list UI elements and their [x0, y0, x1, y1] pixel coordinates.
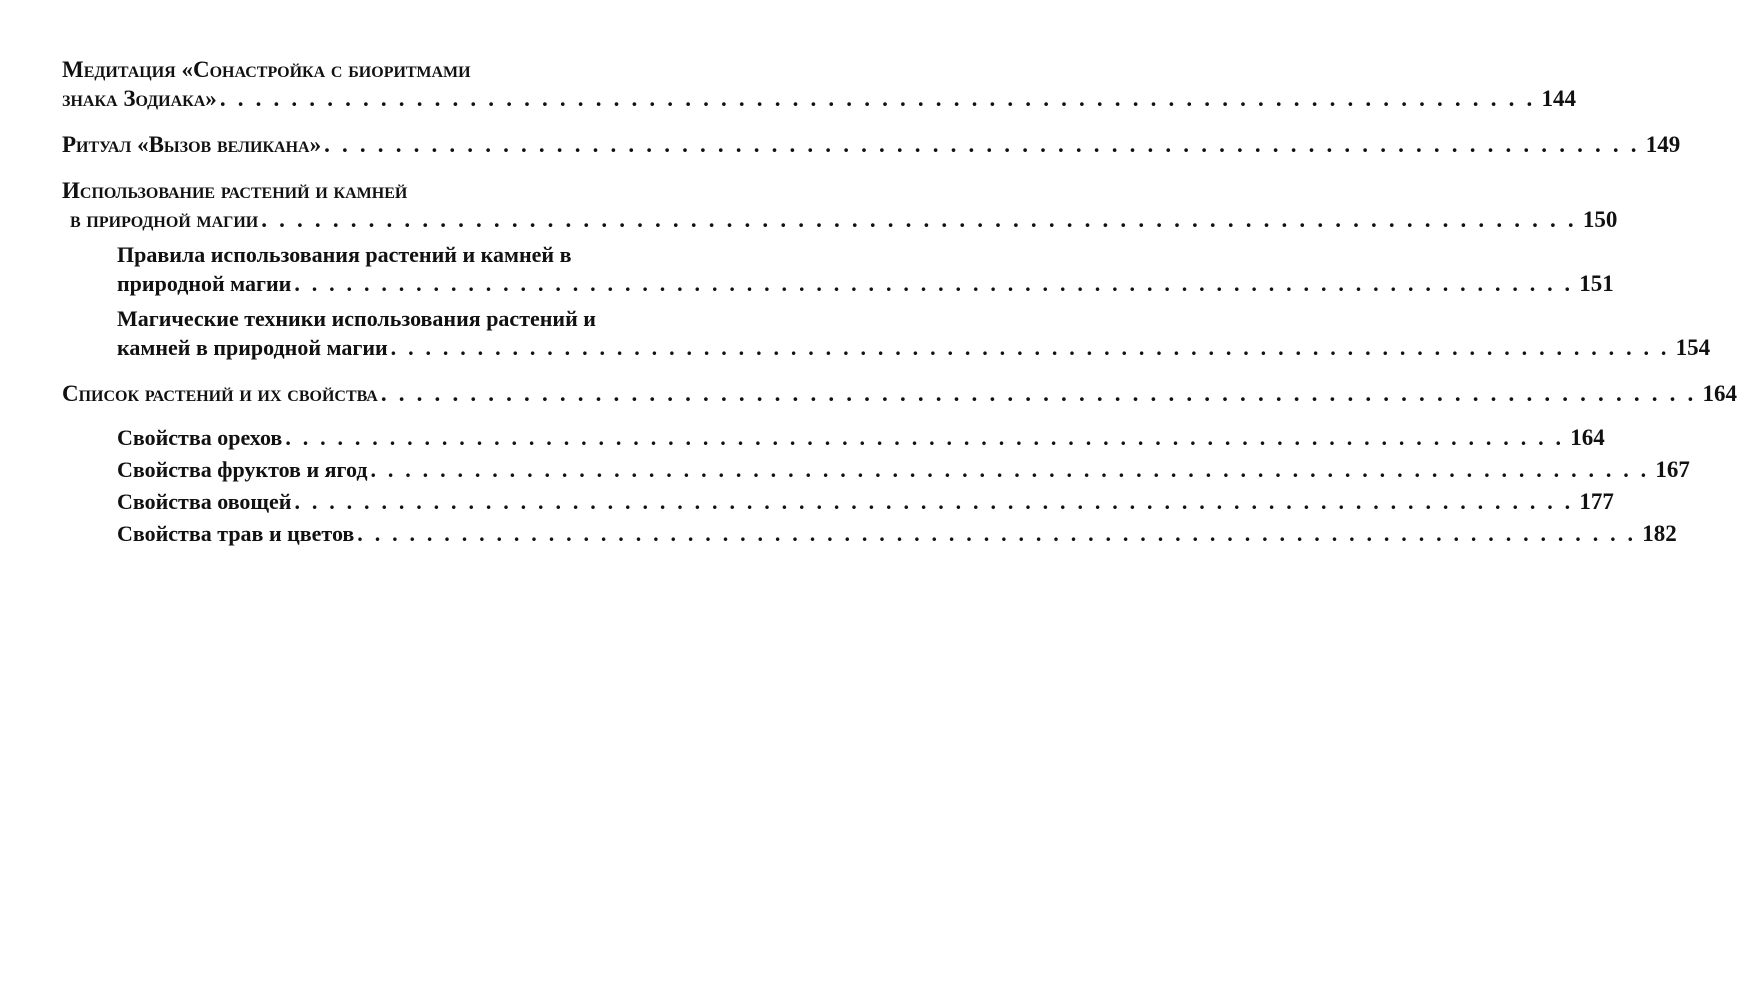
- toc-entry-title-line: Список растений и их свойства: [62, 381, 378, 406]
- toc-entry-vegetables: [117, 487, 1614, 516]
- leader-dots: . . . . . . . . . . . . . . . . . . . . . . . . . . . . . . . . . . . . . . . . . . . . . . . . . . . . . . . . . . . . . . . . . . . . . . . . . .: [357, 521, 1637, 546]
- toc-entry-title-line: в природной магии: [70, 207, 259, 232]
- leader-dots: . . . . . . . . . . . . . . . . . . . . . . . . . . . . . . . . . . . . . . . . . . . . . . . . . . . . . . . . . . . . . . . . . . . . . . . . . .: [285, 425, 1565, 450]
- toc-entry-fruits: [117, 455, 1690, 484]
- toc-entry-title-line: природной магии: [117, 271, 292, 296]
- toc-entry-title-line: Свойства фруктов и ягод: [117, 457, 368, 482]
- leader-dots: . . . . . . . . . . . . . . . . . . . . . . . . . . . . . . . . . . . . . . . . . . . . . . . . . . . . . . . . . . . . . . . . . . . . . . . . . .: [294, 271, 1574, 296]
- toc-entry-title-line: Свойства трав и цветов: [117, 521, 355, 546]
- toc-entry-title-line: Медитация «Сонастройка с биоритмами: [62, 57, 471, 82]
- page-number: 150: [1582, 207, 1618, 232]
- page-number: 154: [1675, 335, 1711, 360]
- toc-entry-plant-list: [62, 379, 1737, 408]
- leader-dots: . . . . . . . . . . . . . . . . . . . . . . . . . . . . . . . . . . . . . . . . . . . . . . . . . . . . . . . . . . . . . . . . . . . . . . . . . .: [261, 207, 1577, 232]
- page-number: 167: [1655, 457, 1690, 482]
- toc-entry-title-line: Свойства орехов: [117, 425, 283, 450]
- page-number: 177: [1579, 489, 1614, 514]
- toc-entry-techniques: [117, 304, 1711, 362]
- leader-dots: . . . . . . . . . . . . . . . . . . . . . . . . . . . . . . . . . . . . . . . . . . . . . . . . . . . . . . . . . . . . . . . . . . . . . . . . . .: [380, 381, 1697, 406]
- toc-entry-title-line: Ритуал «Вызов великана»: [62, 132, 322, 157]
- toc-entry-herbs-flowers: [117, 519, 1677, 548]
- page-number: 151: [1579, 271, 1614, 296]
- toc-entry-title-line: Свойства овощей: [117, 489, 292, 514]
- toc-entry-title-line: камней в природной магии: [117, 335, 388, 360]
- toc-entry-meditation: [62, 55, 1576, 113]
- toc-entry-ritual: [62, 130, 1681, 159]
- leader-dots: . . . . . . . . . . . . . . . . . . . . . . . . . . . . . . . . . . . . . . . . . . . . . . . . . . . . . . . . . . . . . . . . . . . . . . . . . .: [219, 86, 1536, 111]
- toc-entry-plants-stones: [62, 176, 1618, 234]
- page-number: 149: [1645, 132, 1681, 157]
- toc-entry-title-line: знака Зодиака»: [62, 86, 217, 111]
- page-number: 182: [1642, 521, 1677, 546]
- toc-entry-rules: [117, 240, 1614, 298]
- page-number: 144: [1541, 86, 1576, 111]
- toc-entry-nuts: [117, 423, 1605, 452]
- toc-entry-title-line: Использование растений и камней: [62, 178, 408, 203]
- toc-entry-title-line: Магические техники использования растений и: [117, 306, 596, 331]
- leader-dots: . . . . . . . . . . . . . . . . . . . . . . . . . . . . . . . . . . . . . . . . . . . . . . . . . . . . . . . . . . . . . . . . . . . . . . . . . .: [324, 132, 1640, 157]
- table-of-contents: [62, 55, 1737, 548]
- leader-dots: . . . . . . . . . . . . . . . . . . . . . . . . . . . . . . . . . . . . . . . . . . . . . . . . . . . . . . . . . . . . . . . . . . . . . . . . . .: [390, 335, 1670, 360]
- leader-dots: . . . . . . . . . . . . . . . . . . . . . . . . . . . . . . . . . . . . . . . . . . . . . . . . . . . . . . . . . . . . . . . . . . . . . . . . . .: [294, 489, 1574, 514]
- page-number: 164: [1702, 381, 1737, 406]
- page-number: 164: [1570, 425, 1605, 450]
- toc-entry-title-line: Правила использования растений и камней в: [117, 242, 572, 267]
- leader-dots: . . . . . . . . . . . . . . . . . . . . . . . . . . . . . . . . . . . . . . . . . . . . . . . . . . . . . . . . . . . . . . . . . . . . . . . . . .: [370, 457, 1650, 482]
